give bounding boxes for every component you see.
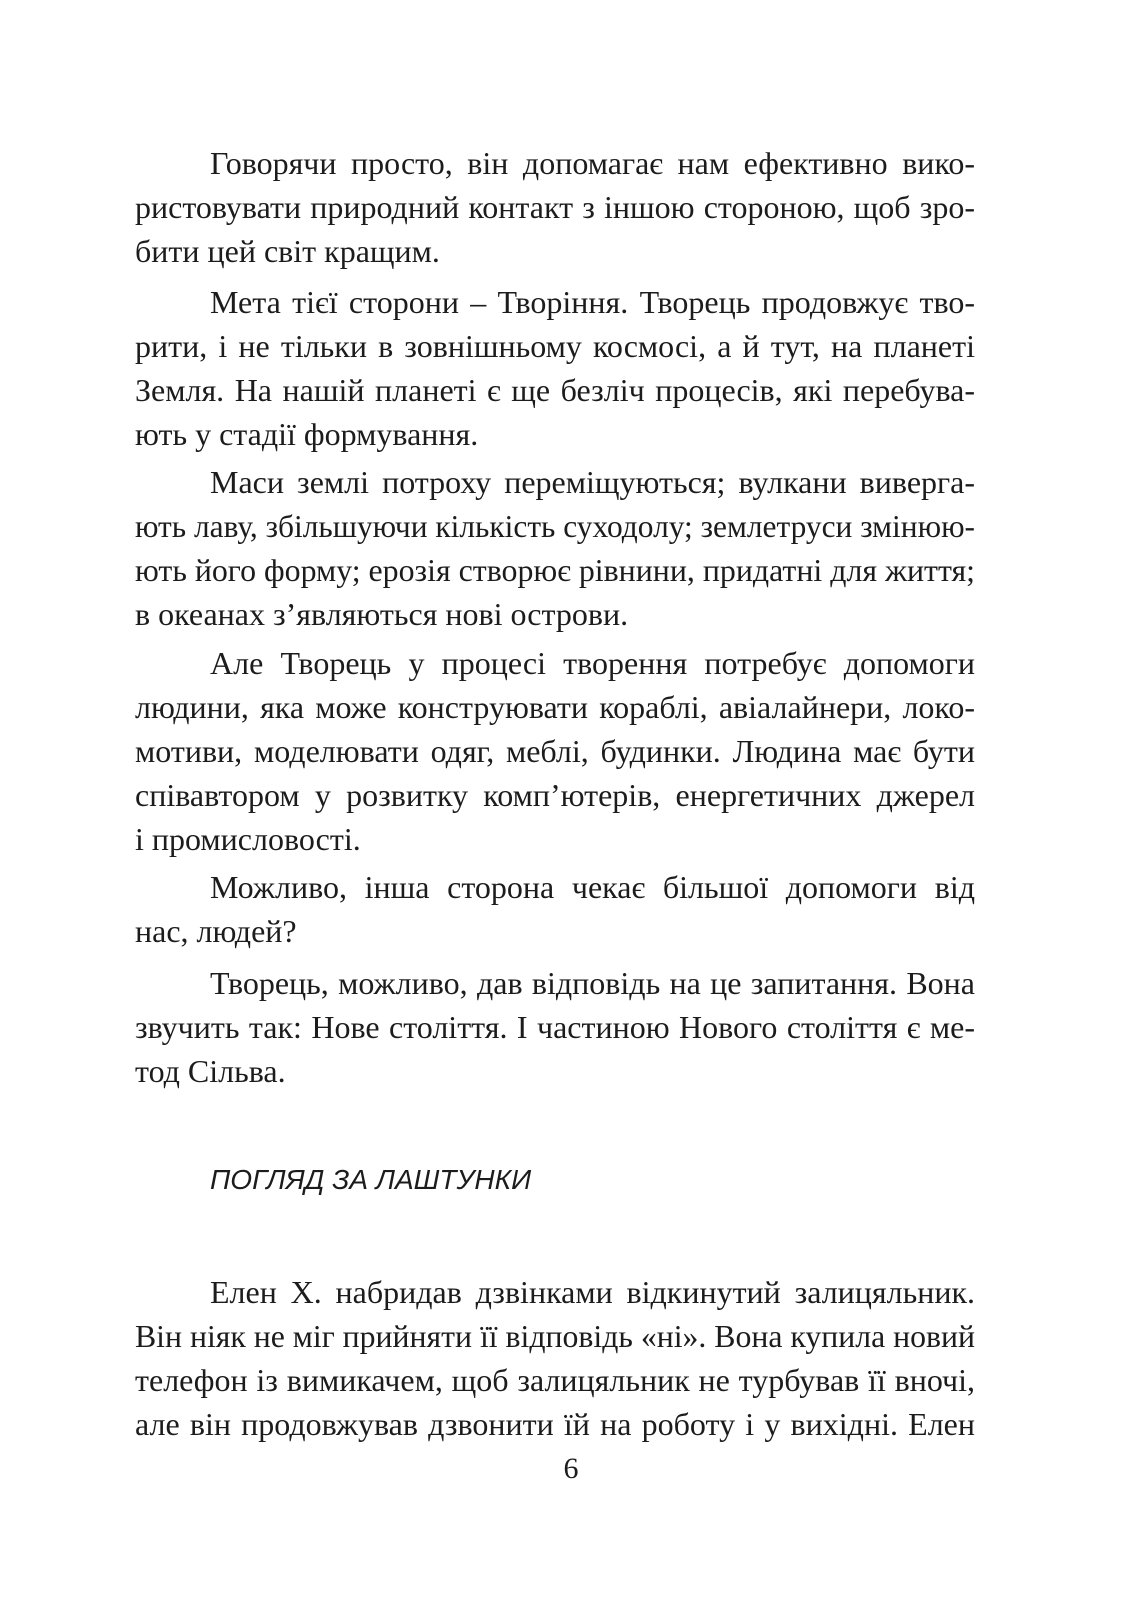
text-line: Творець, можливо, дав відповідь на це запитання. Вона bbox=[210, 965, 975, 1001]
text-line: Мета тієї сторони – Творіння. Творець продовжує тво- bbox=[210, 284, 975, 320]
paragraph bbox=[135, 460, 975, 636]
text-line: телефон із вимикачем, щоб залицяльник не турбував її вночі, bbox=[135, 1362, 975, 1398]
text-line: Але Творець у процесі творення потребує допомоги bbox=[210, 645, 975, 681]
paragraph bbox=[135, 141, 975, 273]
text-line: але він продовжував дзвонити їй на роботу і у вихідні. Елен bbox=[135, 1406, 975, 1442]
paragraph bbox=[135, 865, 975, 953]
section-heading: ПОГЛЯД ЗА ЛАШТУНКИ bbox=[210, 1164, 532, 1195]
paragraph bbox=[135, 1270, 975, 1446]
text-line: в океанах з’являються нові острови. bbox=[135, 596, 629, 632]
text-line: Маси землі потроху переміщуються; вулкани виверга- bbox=[210, 464, 975, 500]
text-line: звучить так: Нове століття. І частиною Нового століття є ме- bbox=[135, 1009, 975, 1045]
text-line: бити цей світ кращим. bbox=[135, 233, 440, 269]
text-line: Можливо, інша сторона чекає більшої допомоги від bbox=[210, 869, 975, 905]
text-line: Земля. На нашій планеті є ще безліч процесів, які перебува- bbox=[135, 372, 975, 408]
text-line: співавтором у розвитку комп’ютерів, енергетичних джерел bbox=[135, 777, 975, 813]
text-line: рити, і не тільки в зовнішньому космосі, а й тут, на планеті bbox=[135, 328, 975, 364]
text-line: нас, людей? bbox=[135, 913, 297, 949]
page-number: 6 bbox=[563, 1452, 579, 1485]
paragraph bbox=[135, 280, 975, 456]
text-line: ють його форму; ерозія створює рівнини, придатні для життя; bbox=[135, 552, 975, 588]
text-line: Він ніяк не міг прийняти її відповідь «ні». Вона купила новий bbox=[135, 1318, 975, 1354]
paragraph bbox=[135, 961, 975, 1093]
text-line: людини, яка може конструювати кораблі, авіалайнери, локо- bbox=[135, 689, 975, 725]
text-line: ють лаву, збільшуючи кількість суходолу; землетруси змінюю- bbox=[135, 508, 975, 544]
text-line: ристовувати природний контакт з іншою стороною, щоб зро- bbox=[135, 189, 975, 225]
text-line: і промисловості. bbox=[135, 821, 361, 857]
text-line: Елен Х. набридав дзвінками відкинутий залицяльник. bbox=[210, 1274, 975, 1310]
text-line: Говорячи просто, він допомагає нам ефективно вико- bbox=[210, 145, 975, 181]
paragraph bbox=[135, 641, 975, 861]
text-line: мотиви, моделювати одяг, меблі, будинки. Людина має бути bbox=[135, 733, 975, 769]
text-line: тод Сільва. bbox=[135, 1053, 286, 1089]
text-line: ють у стадії формування. bbox=[135, 416, 479, 452]
